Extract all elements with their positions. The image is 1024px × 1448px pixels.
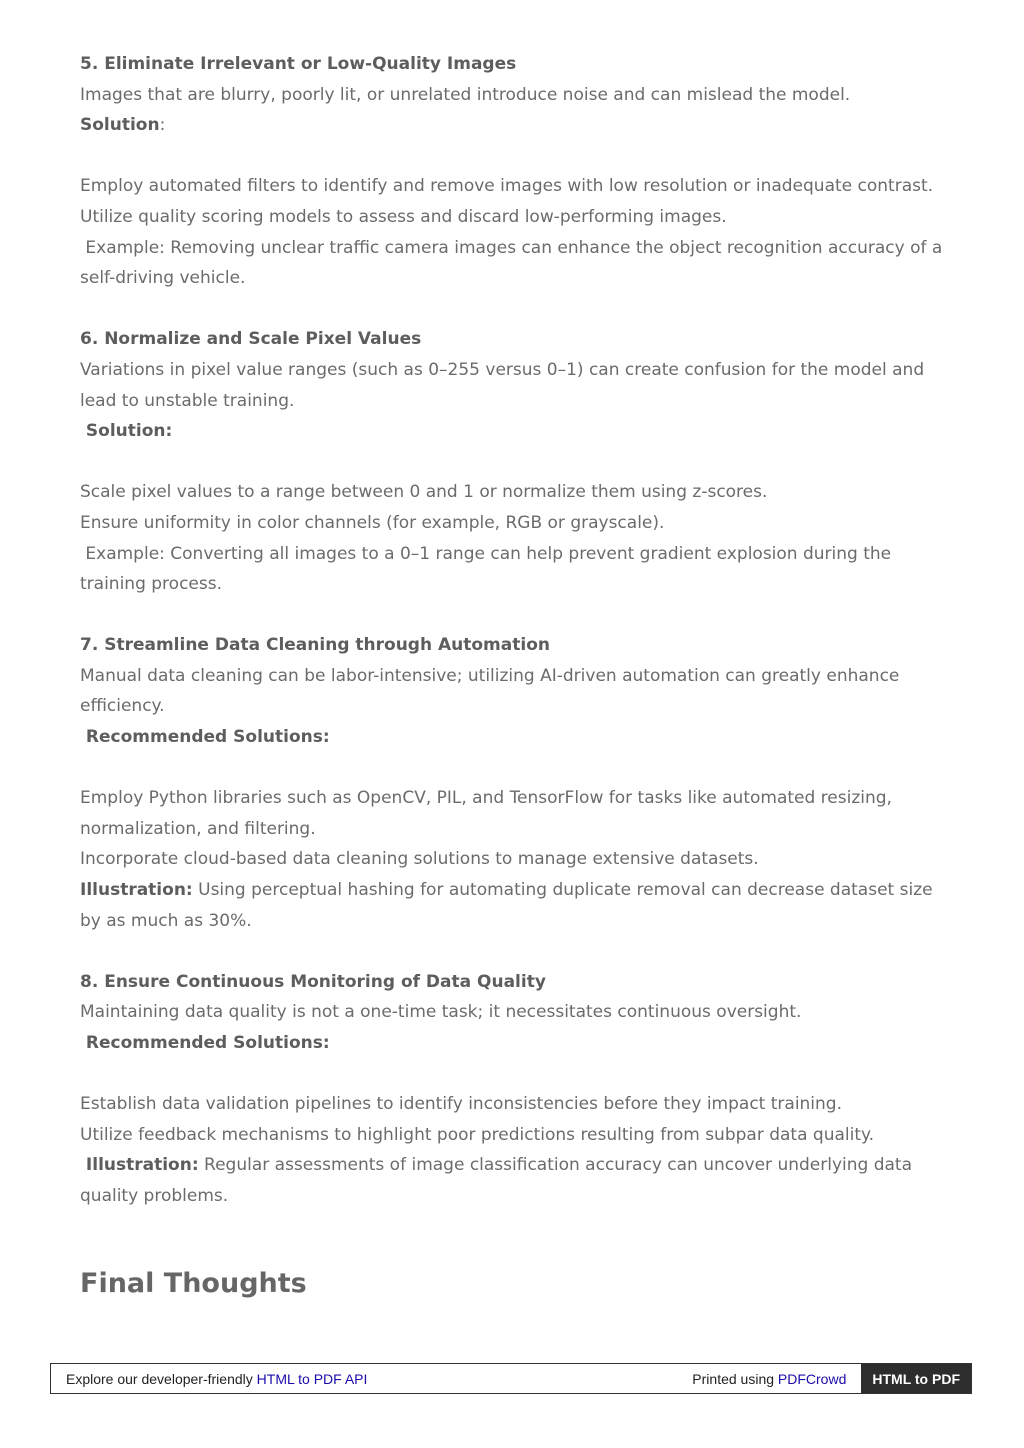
solution-line [80,1028,950,1059]
pdf-footer-bar [50,1363,972,1394]
illustration-label: Illustration: [80,880,193,901]
illustration-text: Regular assessments of image classification accuracy can uncover underlying data quality problems. [80,1155,918,1206]
spacer [80,600,950,631]
pdfcrowd-link[interactable]: PDFCrowd [777,1370,847,1387]
solution-label: Solution: [80,421,173,442]
spacer [80,141,950,172]
spacer [80,1059,950,1090]
solution-label: Recommended Solutions: [80,727,330,748]
solution-label: Recommended Solutions: [80,1033,330,1053]
final-thoughts-heading: Final Thoughts [80,1267,307,1299]
list-item: Establish data validation pipelines to identify inconsistencies before they impact training. [80,1094,843,1115]
list-item: Ensure uniformity in color channels (for example, RGB or grayscale). [80,512,665,533]
footer-printed-text: Printed using [692,1370,778,1387]
solution-line [80,722,950,753]
spacer [80,294,950,325]
html-to-pdf-api-link[interactable]: HTML to PDF API [256,1370,368,1387]
section-heading: 5. Eliminate Irrelevant or Low-Quality Images [80,54,517,74]
list-item: Scale pixel values to a range between 0 and 1 or normalize them using z-scores. [80,482,768,503]
illustration-text: Using perceptual hashing for automating duplicate removal can decrease dataset size by as much as 30%. [80,880,938,931]
example-text: Example: Removing unclear traffic camera images can enhance the object recognition accuracy of a self-driving vehicle. [80,237,948,289]
example-text: Example: Converting all images to a 0–1 range can help prevent gradient explosion during the training process. [80,543,897,595]
article-body [80,49,950,1304]
footer-promo-text: Explore our developer-friendly [66,1370,257,1387]
section-heading: 8. Ensure Continuous Monitoring of Data Quality [80,971,546,992]
footer-printed-using [692,1371,861,1387]
solution-line [80,110,950,141]
section-intro: Maintaining data quality is not a one-time task; it necessitates continuous oversight. [80,1002,802,1023]
section-heading: 6. Normalize and Scale Pixel Values [80,329,422,350]
list-item: Utilize feedback mechanisms to highlight poor predictions resulting from subpar data quality. [80,1124,875,1145]
solution-label: Solution [80,115,160,136]
spacer [80,936,950,967]
list-item: Employ Python libraries such as OpenCV, PIL, and TensorFlow for tasks like automated resizing, normalization, and filtering. [80,788,892,839]
list-item: Incorporate cloud-based data cleaning solutions to manage extensive datasets. [80,849,759,870]
illustration-label: Illustration: [80,1155,199,1176]
section-heading: 7. Streamline Data Cleaning through Automation [80,635,550,656]
illustration-line [80,875,950,936]
spacer [80,753,950,784]
section-intro: Manual data cleaning can be labor-intensive; utilizing AI-driven automation can greatly enhance efficiency. [80,665,900,717]
illustration-line [80,1150,950,1211]
footer-promo [51,1371,692,1387]
list-item: Utilize quality scoring models to assess and discard low-performing images. [80,206,727,227]
list-item: Employ automated filters to identify and remove images with low resolution or inadequate contrast. [80,176,934,197]
solution-suffix: : [159,115,166,136]
section-intro: Images that are blurry, poorly lit, or unrelated introduce noise and can mislead the model. [80,84,851,105]
solution-line [80,416,950,447]
spacer [80,447,950,478]
section-intro: Variations in pixel value ranges (such as 0–255 versus 0–1) can create confusion for the model and lead to unstable training. [80,359,925,411]
html-to-pdf-button[interactable]: HTML to PDF [861,1364,971,1393]
